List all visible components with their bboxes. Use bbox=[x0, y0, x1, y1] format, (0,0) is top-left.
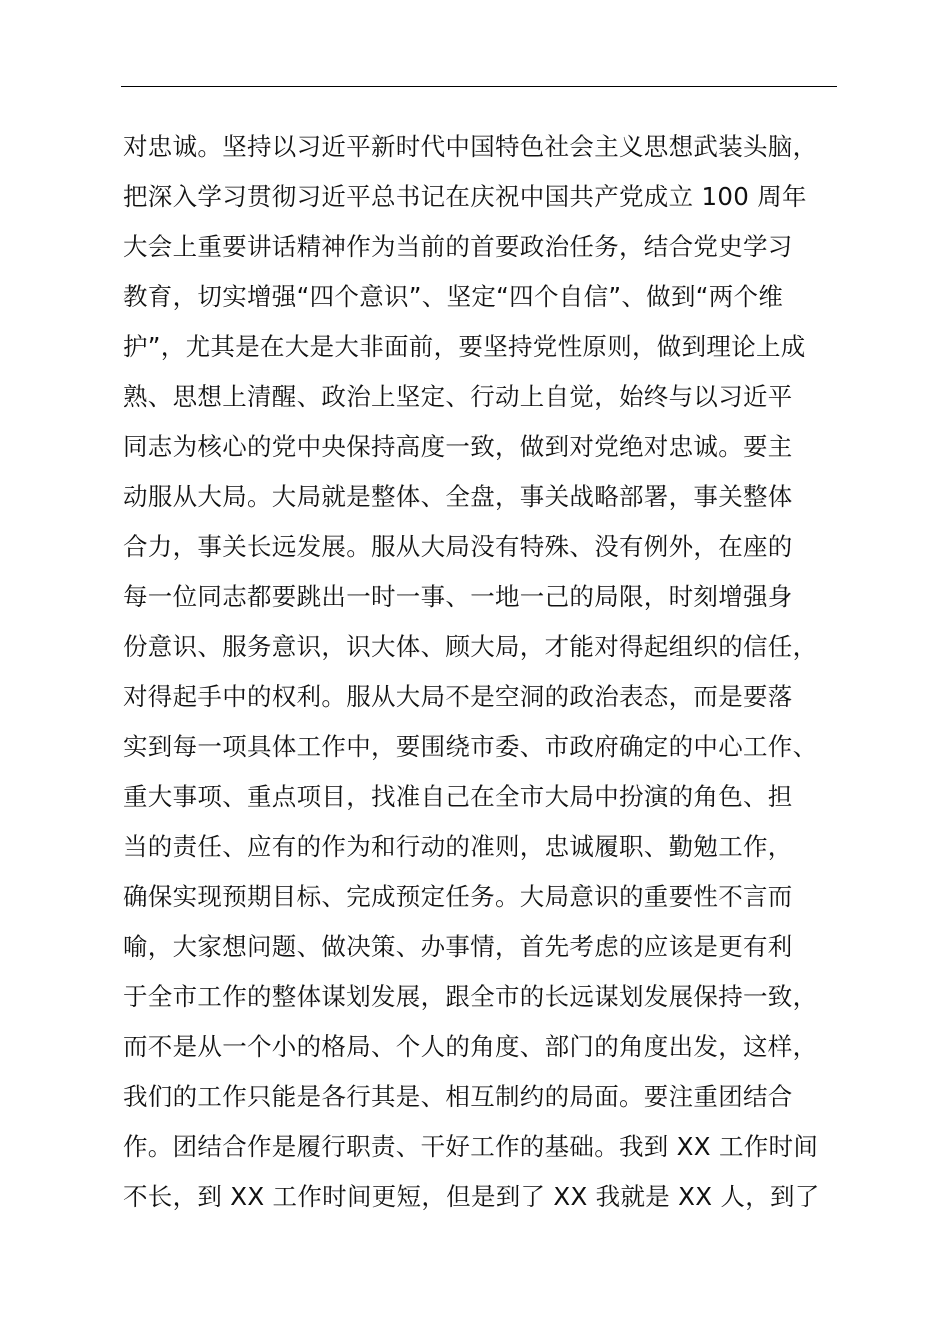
text-line: 确保实现预期目标、完成预定任务。大局意识的重要性不言而 bbox=[123, 882, 793, 911]
text-line: 重大事项、重点项目，找准自己在全市大局中扮演的角色、担 bbox=[123, 782, 793, 811]
text-line: 实到每一项具体工作中，要围绕市委、市政府确定的中心工作、 bbox=[123, 732, 818, 761]
text-line: 护”，尤其是在大是大非面前，要坚持党性原则，做到理论上成 bbox=[123, 332, 806, 361]
text-line: 不长，到 XX 工作时间更短，但是到了 XX 我就是 XX 人，到了 bbox=[123, 1182, 820, 1211]
text-line: 熟、思想上清醒、政治上坚定、行动上自觉，始终与以习近平 bbox=[123, 382, 793, 411]
text-line: 同志为核心的党中央保持高度一致，做到对党绝对忠诚。要主 bbox=[123, 432, 793, 461]
text-line: 合力，事关长远发展。服从大局没有特殊、没有例外，在座的 bbox=[123, 532, 793, 561]
text-line: 作。团结合作是履行职责、干好工作的基础。我到 XX 工作时间 bbox=[123, 1132, 819, 1161]
text-line: 大会上重要讲话精神作为当前的首要政治任务，结合党史学习 bbox=[123, 232, 793, 261]
text-line: 当的责任、应有的作为和行动的准则，忠诚履职、勤勉工作， bbox=[123, 832, 793, 861]
text-line: 喻，大家想问题、做决策、办事情，首先考虑的应该是更有利 bbox=[123, 932, 793, 961]
text-line: 动服从大局。大局就是整体、全盘，事关战略部署，事关整体 bbox=[123, 482, 793, 511]
text-line: 于全市工作的整体谋划发展，跟全市的长远谋划发展保持一致， bbox=[123, 982, 818, 1011]
text-line: 对忠诚。坚持以习近平新时代中国特色社会主义思想武装头脑， bbox=[123, 132, 818, 161]
text-line: 份意识、服务意识，识大体、顾大局，才能对得起组织的信任， bbox=[123, 632, 818, 661]
text-line: 教育，切实增强“四个意识”、坚定“四个自信”、做到“两个维 bbox=[123, 282, 784, 311]
text-line: 我们的工作只能是各行其是、相互制约的局面。要注重团结合 bbox=[123, 1082, 793, 1111]
text-line: 每一位同志都要跳出一时一事、一地一己的局限，时刻增强身 bbox=[123, 582, 793, 611]
text-line: 把深入学习贯彻习近平总书记在庆祝中国共产党成立 100 周年 bbox=[123, 182, 807, 211]
header-rule bbox=[121, 86, 837, 87]
text-line: 而不是从一个小的格局、个人的角度、部门的角度出发，这样， bbox=[123, 1032, 818, 1061]
document-body bbox=[123, 122, 863, 1222]
text-line: 对得起手中的权利。服从大局不是空洞的政治表态，而是要落 bbox=[123, 682, 793, 711]
